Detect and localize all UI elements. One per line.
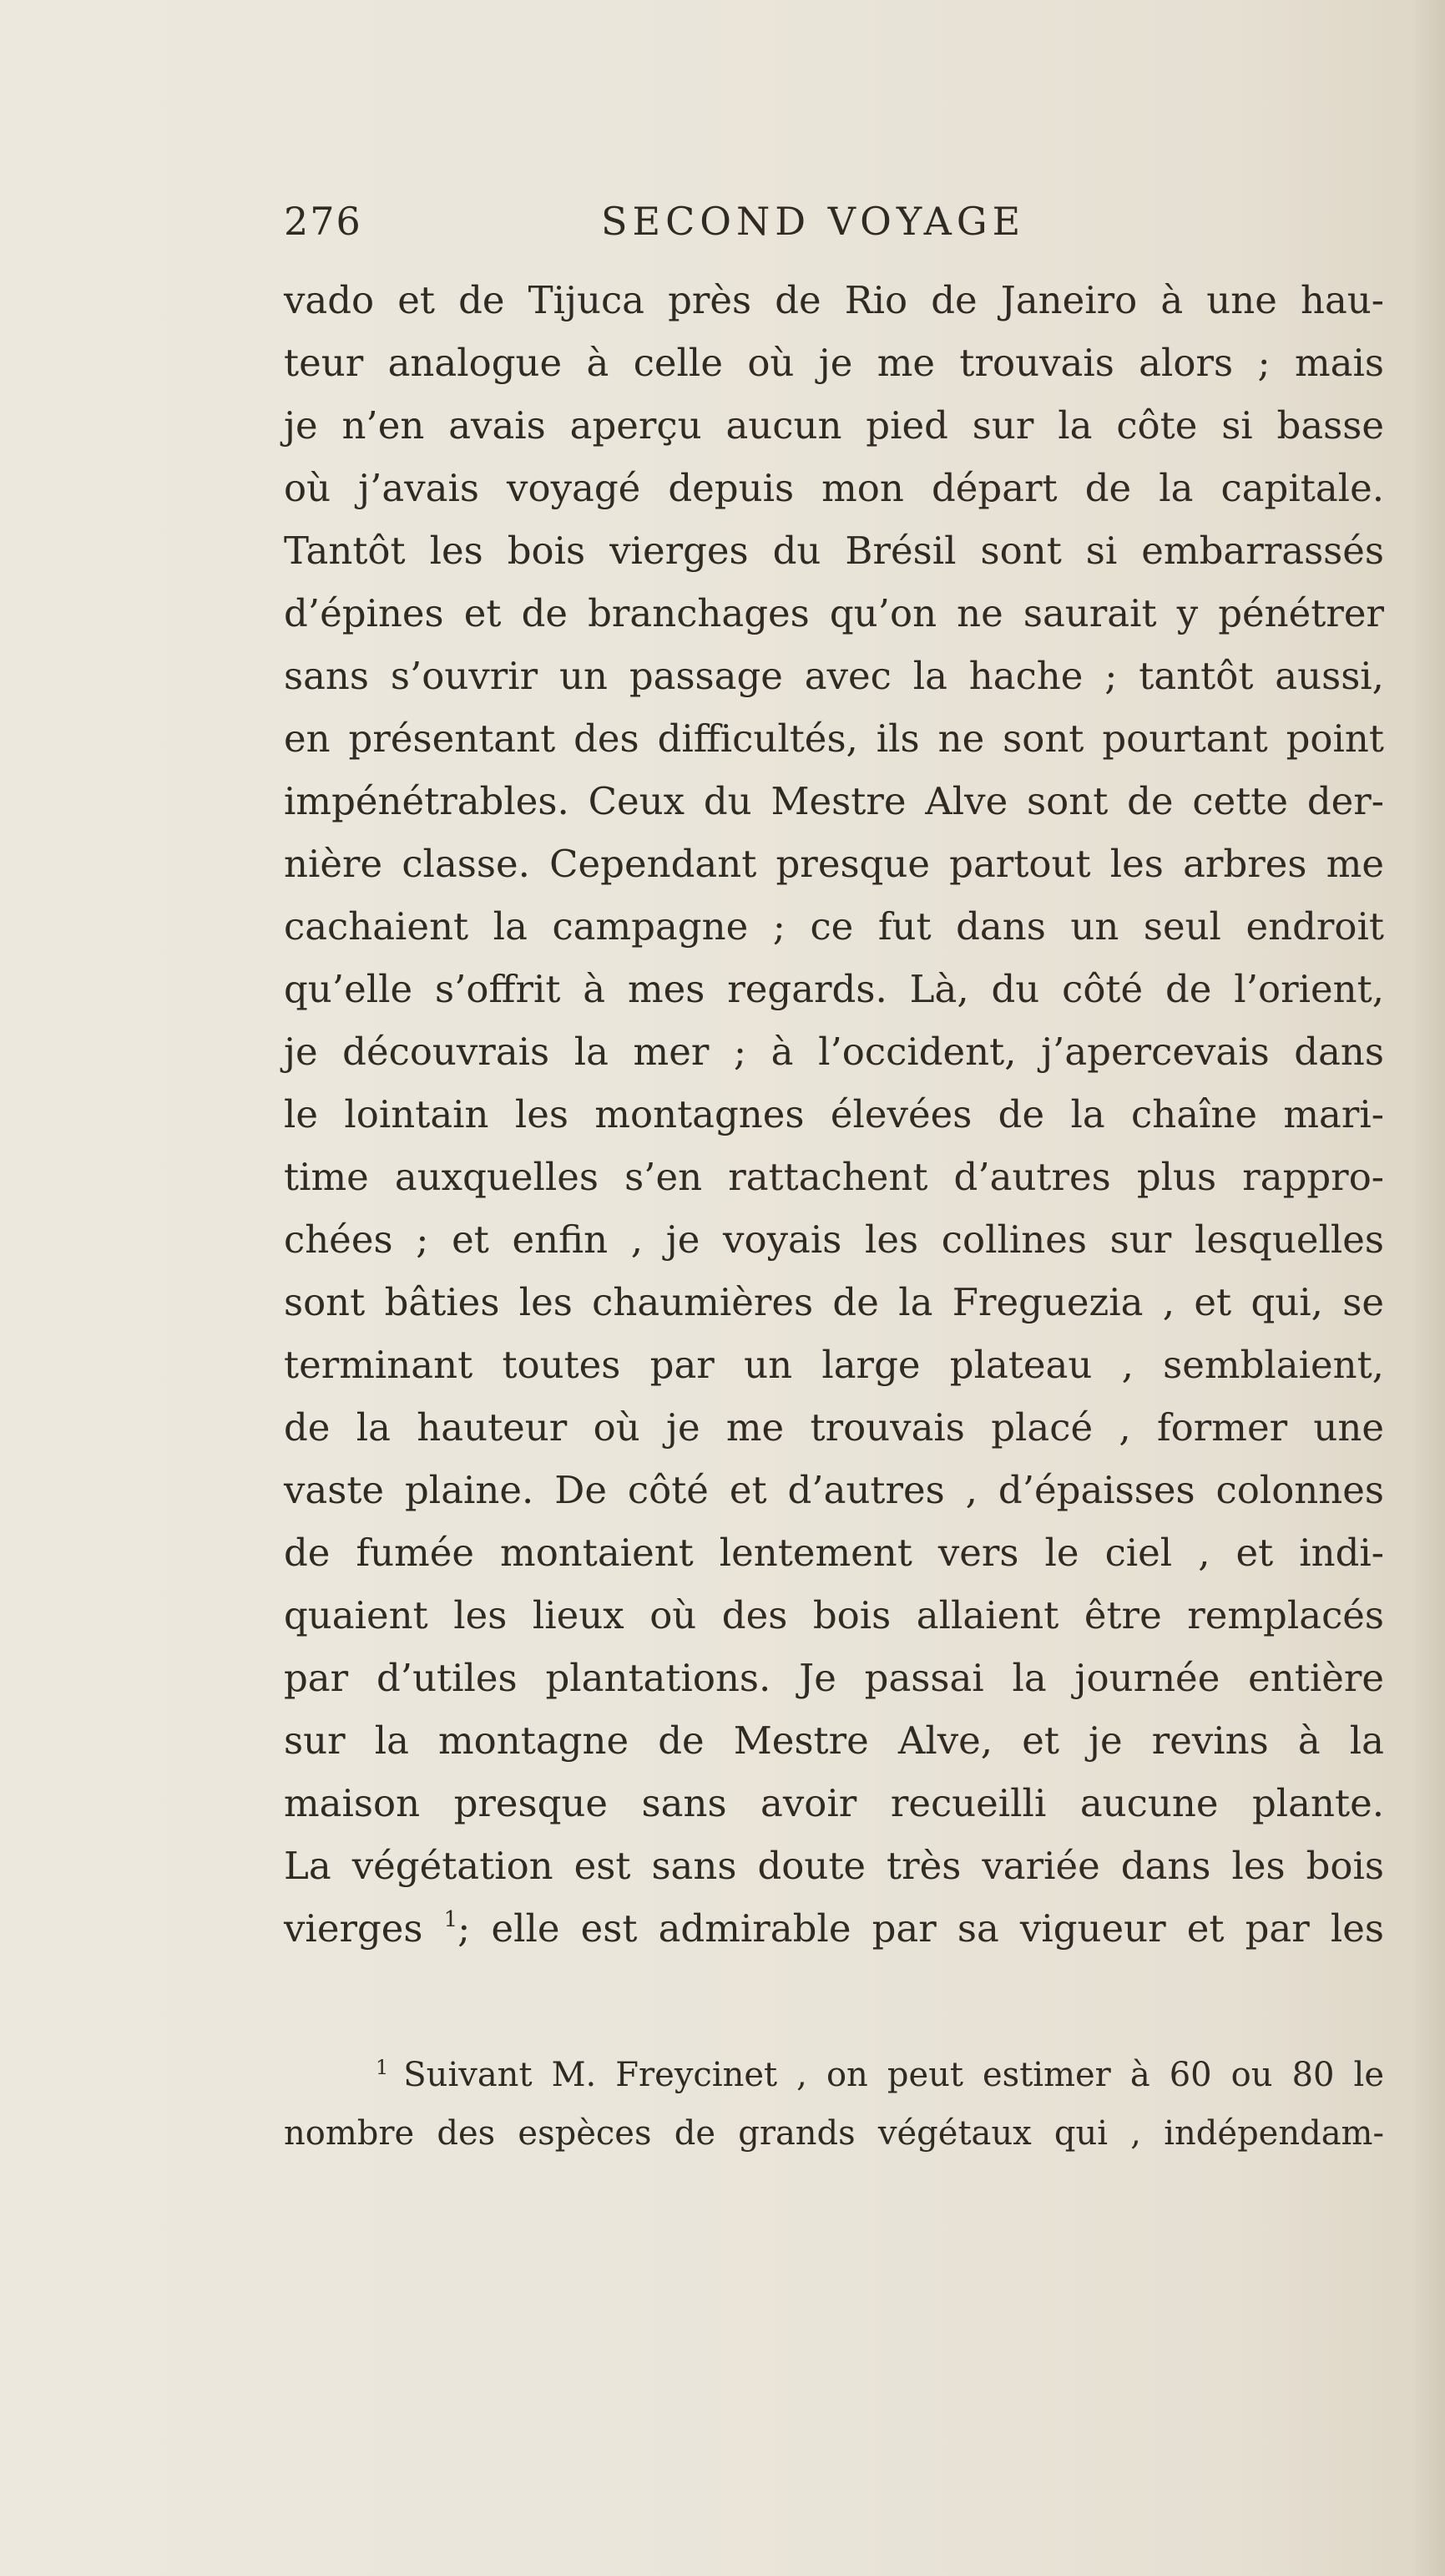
text-line: par d’utiles plantations. Je passai la journée entière xyxy=(284,1656,1384,1700)
text-line: de la hauteur où je me trouvais placé , former une xyxy=(284,1405,1384,1450)
text-line: quaient les lieux où des bois allaient être remplacés xyxy=(284,1593,1384,1637)
text-line: d’épines et de branchages qu’on ne saurait y pénétrer xyxy=(284,591,1384,635)
text-line: où j’avais voyagé depuis mon départ de la capitale. xyxy=(284,466,1384,510)
text-line-with-footnote-ref xyxy=(284,1897,1384,1960)
text-line: en présentant des difficultés, ils ne sont pourtant point xyxy=(284,716,1384,761)
footnote-mark: 1 xyxy=(376,2056,389,2079)
text-line: terminant toutes par un large plateau , semblaient, xyxy=(284,1343,1384,1387)
text-line: qu’elle s’offrit à mes regards. Là, du côté de l’orient, xyxy=(284,967,1384,1011)
footnote-line xyxy=(284,2046,1384,2104)
page-number: 276 xyxy=(284,199,362,244)
text-line: cachaient la campagne ; ce fut dans un seul endroit xyxy=(284,904,1384,949)
text-line: sont bâties les chaumières de la Freguezia , et qui, se xyxy=(284,1280,1384,1324)
footnote-line: nombre des espèces de grands végétaux qui , indépendam- xyxy=(284,2114,1384,2153)
footnote xyxy=(284,2046,1384,2163)
text-line: Tantôt les bois vierges du Brésil sont si embarrassés xyxy=(284,529,1384,573)
text-line: teur analogue à celle où je me trouvais alors ; mais xyxy=(284,341,1384,385)
text-line: sur la montagne de Mestre Alve, et je revins à la xyxy=(284,1718,1384,1763)
running-title: SECOND VOYAGE xyxy=(601,199,1026,244)
text-line: de fumée montaient lentement vers le ciel , et indi- xyxy=(284,1531,1384,1575)
text-line: je n’en avais aperçu aucun pied sur la côte si basse xyxy=(284,403,1384,448)
footnote-reference: 1 xyxy=(443,1907,458,1932)
text-line: nière classe. Cependant presque partout les arbres me xyxy=(284,842,1384,886)
text-line: time auxquelles s’en rattachent d’autres plus rappro- xyxy=(284,1155,1384,1199)
text-line: impénétrables. Ceux du Mestre Alve sont de cette der- xyxy=(284,779,1384,823)
text-fragment: vierges xyxy=(284,1906,444,1951)
text-fragment: ; elle est admirable par sa vigueur et par les xyxy=(457,1906,1385,1951)
text-line: je découvrais la mer ; à l’occident, j’apercevais dans xyxy=(284,1030,1384,1074)
text-line: La végétation est sans doute très variée dans les bois xyxy=(284,1844,1384,1888)
page-edge-shadow xyxy=(1412,0,1445,2576)
running-header xyxy=(284,199,1386,266)
text-line: vaste plaine. De côté et d’autres , d’épaisses colonnes xyxy=(284,1468,1384,1512)
text-line: sans s’ouvrir un passage avec la hache ; tantôt aussi, xyxy=(284,654,1384,698)
text-line: le lointain les montagnes élevées de la chaîne mari- xyxy=(284,1092,1384,1136)
text-line: chées ; et enfin , je voyais les collines sur lesquelles xyxy=(284,1217,1384,1262)
text-line: maison presque sans avoir recueilli aucune plante. xyxy=(284,1781,1384,1825)
footnote-text: Suivant M. Freycinet , on peut estimer à 60 ou 80 le xyxy=(403,2056,1384,2094)
body-text xyxy=(284,269,1384,1960)
text-line: vado et de Tijuca près de Rio de Janeiro à une hau- xyxy=(284,278,1384,322)
